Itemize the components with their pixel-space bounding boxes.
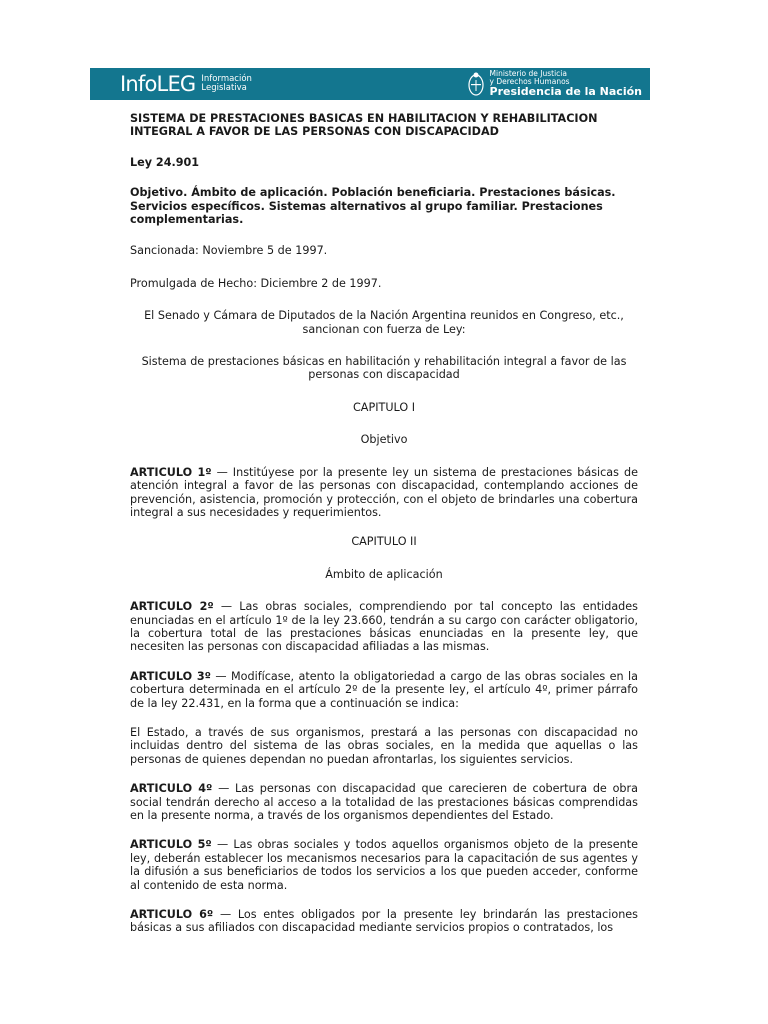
article-3: [130, 670, 638, 710]
document-title: SISTEMA DE PRESTACIONES BASICAS EN HABILITACION Y REHABILITACION INTEGRAL A FAVOR DE LAS PERSONAS CON DISCAPACIDAD: [130, 112, 598, 139]
brand-subtitle: [201, 75, 252, 93]
article-5-label: ARTICULO 5º: [130, 838, 212, 852]
enacting-clause: El Senado y Cámara de Diputados de la Nación Argentina reunidos en Congreso, etc., sancionan con fuerza de Ley:: [144, 309, 624, 336]
article-6-label: ARTICULO 6º: [130, 908, 214, 922]
article-6-text: — Los entes obligados por la presente ley brindarán las prestaciones básicas a sus afiliados con discapacidad mediante servicios propios o contratados, los: [130, 908, 638, 935]
article-4-text: — Las personas con discapacidad que carecieren de cobertura de obra social tendrán derecho al acceso a la totalidad de las prestaciones básicas comprendidas en la presente norma, a través de los organismos dependientes del Estado.: [130, 782, 638, 822]
article-1: [130, 466, 638, 520]
article-1-label: ARTICULO 1º: [130, 465, 212, 479]
chapter-2-heading: CAPITULO II: [351, 535, 417, 549]
article-5: [130, 838, 638, 892]
law-number: Ley 24.901: [130, 155, 200, 169]
chapter-1-title: Objetivo: [360, 433, 408, 447]
article-6: [130, 908, 638, 935]
document-body: [130, 112, 638, 951]
state-paragraph: El Estado, a través de sus organismos, prestará a las personas con discapacidad no incluidas dentro del sistema de las obras sociales, en la medida que aquellas o las personas de quienes dependan no puedan afrontarlas, los siguientes servicios.: [130, 725, 638, 766]
document-summary: Objetivo. Ámbito de aplicación. Población beneficiaria. Prestaciones básicas. Servicios específicos. Sistemas alternativos al grupo familiar. Prestaciones complementarias.: [130, 186, 616, 227]
infoleg-header: [90, 68, 650, 100]
presidency-label: Presidencia de la Nación: [489, 85, 642, 98]
ministry-line-2: y Derechos Humanos: [489, 77, 570, 86]
article-2: [130, 600, 638, 654]
article-1-text: — Institúyese por la presente ley un sistema de prestaciones básicas de atención integral a favor de las personas con discapacidad, contemplando acciones de prevención, asistencia, promoción y protección, con el objeto de brindarles una cobertura integral a sus necesidades y requerimientos.: [130, 465, 638, 519]
article-3-label: ARTICULO 3º: [130, 669, 211, 683]
brand-name: InfoLEG: [120, 71, 196, 96]
government-text: [490, 70, 642, 98]
infoleg-logo[interactable]: [120, 71, 252, 96]
chapter-1-heading: CAPITULO I: [352, 400, 416, 414]
brand-subtitle-line-2: Legislativa: [201, 83, 247, 93]
national-emblem-icon: [467, 71, 485, 97]
government-logo[interactable]: [467, 70, 642, 98]
sanction-date: Sancionada: Noviembre 5 de 1997.: [130, 244, 328, 258]
article-4-label: ARTICULO 4º: [130, 782, 213, 796]
article-2-label: ARTICULO 2º: [130, 600, 214, 614]
article-3-text: — Modifícase, atento la obligatoriedad a cargo de las obras sociales en la cobertura determinada en el artículo 2º de la presente ley, el artículo 4º, primer párrafo de la ley 22.431, en la forma que a continuación se indica:: [130, 669, 638, 710]
system-heading: Sistema de prestaciones básicas en habilitación y rehabilitación integral a favor de las personas con discapacidad: [141, 355, 627, 382]
article-4: [130, 782, 638, 822]
article-2-text: — Las obras sociales, comprendiendo por tal concepto las entidades enunciadas en el artículo 1º de la ley 23.660, tendrán a su cargo con carácter obligatorio, la cobertura total de las prestaciones básicas enunciadas en la presente ley, que necesiten las personas con discapacidad afiliadas a las mismas.: [130, 600, 638, 654]
chapter-2-title: Ámbito de aplicación: [325, 567, 443, 581]
promulgation-date: Promulgada de Hecho: Diciembre 2 de 1997.: [130, 276, 382, 290]
brand-subtitle-line-1: Información: [201, 74, 252, 84]
ministry-line-1: Ministerio de Justicia: [489, 69, 567, 78]
article-5-text: — Las obras sociales y todos aquellos organismos objeto de la presente ley, deberán establecer los mecanismos necesarios para la capacitación de sus agentes y la difusión a sus beneficiarios de todos los servicios a los que pueden acceder, conforme al contenido de esta norma.: [130, 838, 638, 892]
